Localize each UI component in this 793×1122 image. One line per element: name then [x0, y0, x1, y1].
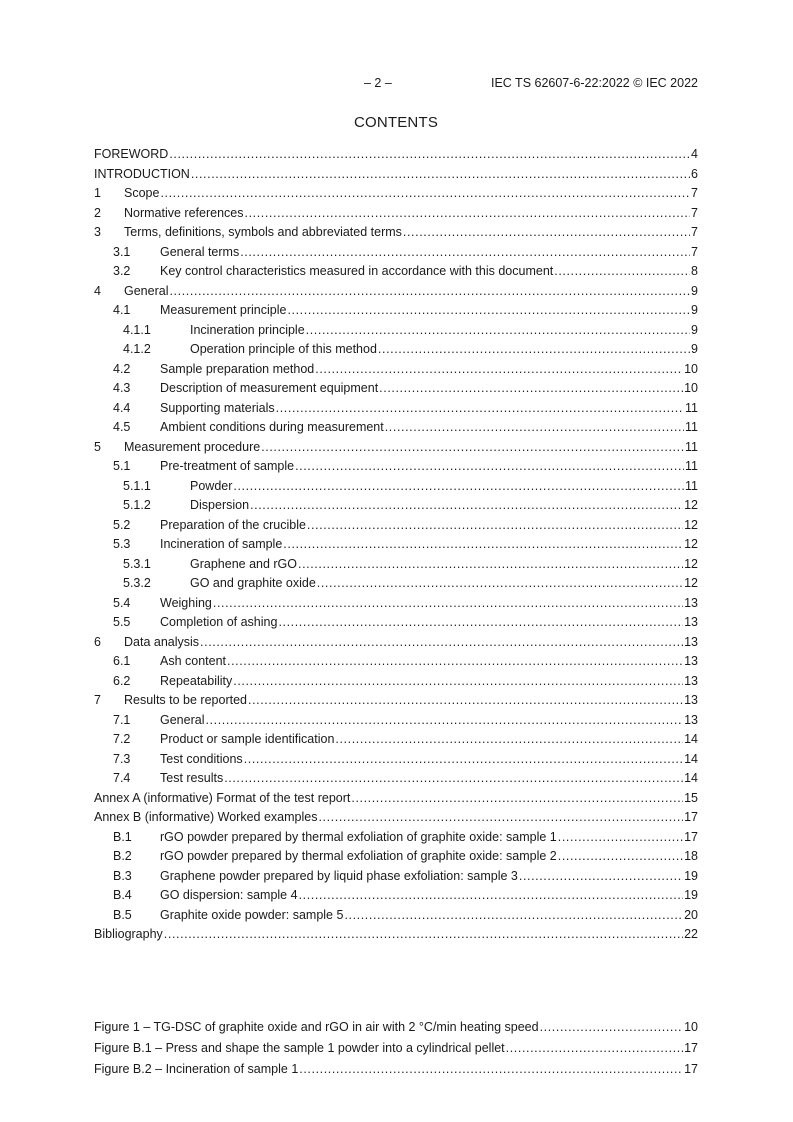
toc-entry-number: 3 — [94, 225, 101, 239]
toc-entry-number: B.5 — [113, 907, 132, 922]
dot-leader — [351, 789, 683, 809]
toc-entry-line — [94, 1059, 698, 1080]
toc-entry-line — [94, 1038, 698, 1059]
toc-entry-page: 13 — [684, 712, 698, 727]
toc-entry-line — [160, 243, 698, 263]
toc-entry-title: Operation principle of this method — [190, 342, 377, 356]
toc-entry[interactable] — [94, 165, 698, 185]
dot-leader — [344, 906, 683, 926]
dot-leader — [378, 340, 690, 360]
dot-leader — [278, 613, 683, 633]
toc-entry-title: General terms — [160, 244, 240, 259]
toc-entry-title: Measurement procedure — [124, 439, 261, 454]
toc-entry-line — [160, 886, 698, 906]
toc-entry-title: Results to be reported — [124, 693, 247, 707]
toc-entry-line — [94, 789, 698, 809]
toc-entry-title: Measurement principle — [160, 303, 287, 317]
toc-entry-page: 13 — [684, 654, 698, 668]
toc-entry[interactable] — [94, 828, 698, 848]
toc-entry-title: Powder — [190, 478, 233, 493]
toc-entry-number: 4.5 — [113, 420, 131, 434]
toc-entry-line — [160, 828, 698, 848]
dot-leader — [540, 1017, 684, 1038]
toc-entry[interactable] — [94, 555, 698, 575]
toc-entry-number: 7.3 — [113, 751, 131, 766]
dot-leader — [385, 418, 684, 438]
toc-entry-page: 15 — [684, 790, 698, 805]
toc-entry-page: 10 — [684, 1020, 698, 1034]
toc-entry[interactable] — [94, 672, 698, 692]
toc-entry-page: 11 — [685, 420, 698, 434]
toc-entry-title: Product or sample identification — [160, 732, 335, 746]
toc-entry-page: 13 — [684, 693, 698, 707]
toc-entry[interactable] — [94, 535, 698, 555]
toc-entry-number: 3.2 — [113, 264, 131, 278]
toc-entry-page: 13 — [684, 595, 698, 610]
toc-entry-page: 13 — [684, 673, 698, 688]
toc-entry[interactable] — [94, 1038, 698, 1059]
toc-entry-page: 11 — [685, 439, 698, 454]
toc-entry[interactable] — [94, 340, 698, 360]
toc-entry-page: 14 — [684, 751, 698, 766]
toc-entry-number: 5.2 — [113, 517, 131, 532]
toc-entry-title: Supporting materials — [160, 400, 275, 415]
toc-entry[interactable] — [94, 321, 698, 341]
toc-entry-line — [190, 555, 698, 575]
toc-entry-page: 11 — [685, 478, 698, 493]
toc-entry-line — [160, 906, 698, 926]
toc-entry-number: B.2 — [113, 849, 132, 863]
toc-entry-page: 19 — [684, 868, 698, 883]
toc-entry-line — [160, 535, 698, 555]
toc-entry-line — [124, 691, 698, 711]
toc-entry[interactable] — [94, 516, 698, 536]
dot-leader — [233, 672, 683, 692]
toc-entry-page: 8 — [691, 264, 698, 278]
toc-entry-title: GO dispersion: sample 4 — [160, 888, 298, 902]
toc-entry-title: Test results — [160, 771, 224, 785]
toc-entry[interactable] — [94, 477, 698, 497]
page-title: CONTENTS — [353, 114, 439, 131]
toc-entry[interactable] — [94, 399, 698, 419]
toc-entry-number: 5.3 — [113, 537, 131, 551]
toc-entry-page: 14 — [684, 732, 698, 746]
dot-leader — [295, 457, 684, 477]
table-of-contents — [94, 145, 698, 945]
toc-entry-line — [160, 867, 698, 887]
toc-entry-title: Data analysis — [124, 634, 200, 649]
toc-entry[interactable] — [94, 1059, 698, 1080]
toc-entry-page: 17 — [684, 1041, 698, 1055]
toc-entry-number: 5.4 — [113, 595, 131, 610]
toc-entry[interactable] — [94, 243, 698, 263]
standard-reference: IEC TS 62607-6-22:2022 © IEC 2022 — [490, 76, 698, 90]
dot-leader — [164, 925, 683, 945]
toc-entry-title: Dispersion — [190, 498, 250, 512]
toc-entry-line — [160, 360, 698, 380]
toc-entry[interactable] — [94, 282, 698, 302]
toc-entry-line — [160, 613, 698, 633]
dot-leader — [276, 399, 684, 419]
toc-entry[interactable] — [94, 750, 698, 770]
toc-entry-page: 12 — [684, 576, 698, 590]
toc-entry-line — [94, 808, 698, 828]
toc-entry-line — [160, 750, 698, 770]
dot-leader — [558, 828, 683, 848]
toc-entry-page: 19 — [684, 888, 698, 902]
toc-entry-title: FOREWORD — [94, 147, 169, 161]
dot-leader — [283, 535, 683, 555]
dot-leader — [245, 204, 691, 224]
toc-entry-page: 12 — [684, 556, 698, 571]
dot-leader — [315, 360, 683, 380]
toc-entry[interactable] — [94, 886, 698, 906]
dot-leader — [169, 282, 690, 302]
toc-entry[interactable] — [94, 906, 698, 926]
dot-leader — [306, 321, 690, 341]
toc-entry-number: B.1 — [113, 829, 132, 844]
toc-entry-title: Weighing — [160, 595, 212, 610]
toc-entry-number: 6.2 — [113, 673, 131, 688]
toc-entry-title: Graphene powder prepared by liquid phase exfoliation: sample 3 — [160, 868, 518, 883]
toc-entry[interactable] — [94, 301, 698, 321]
toc-entry-page: 12 — [684, 498, 698, 512]
toc-entry-number: 7.4 — [113, 771, 131, 785]
toc-entry-page: 17 — [684, 810, 698, 824]
toc-entry-line — [160, 262, 698, 282]
toc-entry-line — [190, 321, 698, 341]
page-number: – 2 – — [364, 76, 392, 90]
toc-entry-line — [94, 165, 698, 185]
toc-entry-line — [160, 457, 698, 477]
toc-entry-line — [160, 379, 698, 399]
toc-entry-title: Terms, definitions, symbols and abbreviated terms — [124, 225, 402, 239]
dot-leader — [554, 262, 690, 282]
toc-entry-page: 6 — [691, 166, 698, 181]
toc-entry-number: 5.1.2 — [123, 498, 151, 512]
toc-entry-title: Scope — [124, 186, 160, 200]
toc-entry-number: 2 — [94, 205, 101, 220]
toc-entry-number: 4.1.2 — [123, 342, 151, 356]
toc-entry-number: 7.1 — [113, 712, 131, 727]
toc-entry-title: Bibliography — [94, 927, 163, 941]
toc-entry[interactable] — [94, 574, 698, 594]
toc-entry[interactable] — [94, 867, 698, 887]
toc-entry-line — [190, 477, 698, 497]
toc-entry[interactable] — [94, 496, 698, 516]
toc-entry-title: rGO powder prepared by thermal exfoliation of graphite oxide: sample 2 — [160, 849, 557, 863]
toc-entry-page: 12 — [684, 517, 698, 532]
toc-entry-line — [160, 652, 698, 672]
toc-entry-page: 12 — [684, 537, 698, 551]
toc-entry-title: Pre-treatment of sample — [160, 459, 295, 473]
toc-entry-page: 7 — [691, 244, 698, 259]
toc-entry-number: 6.1 — [113, 654, 131, 668]
dot-leader — [224, 769, 683, 789]
toc-entry-line — [160, 730, 698, 750]
dot-leader — [335, 730, 683, 750]
dot-leader — [506, 1038, 683, 1059]
toc-entry-line — [190, 574, 698, 594]
toc-entry-number: 4.3 — [113, 381, 131, 395]
toc-entry[interactable] — [94, 184, 698, 204]
toc-entry-page: 13 — [684, 615, 698, 629]
toc-entry-number: 5 — [94, 439, 101, 454]
toc-entry-page: 9 — [691, 342, 698, 356]
list-of-figures — [94, 1017, 698, 1080]
toc-entry-line — [124, 633, 698, 653]
dot-leader — [244, 750, 683, 770]
dot-leader — [169, 145, 690, 165]
dot-leader — [299, 886, 684, 906]
toc-entry[interactable] — [94, 360, 698, 380]
toc-entry-title: Sample preparation method — [160, 361, 315, 376]
toc-entry-number: B.4 — [113, 888, 132, 902]
toc-entry-line — [190, 496, 698, 516]
toc-entry-page: 20 — [684, 907, 698, 922]
toc-entry-line — [94, 925, 698, 945]
toc-entry-line — [160, 672, 698, 692]
toc-entry[interactable] — [94, 652, 698, 672]
toc-entry-title: Description of measurement equipment — [160, 381, 379, 395]
toc-entry[interactable] — [94, 457, 698, 477]
page-header — [94, 76, 698, 94]
toc-entry[interactable] — [94, 613, 698, 633]
dot-leader — [160, 184, 690, 204]
toc-entry-title: Completion of ashing — [160, 615, 278, 629]
toc-entry[interactable] — [94, 925, 698, 945]
dot-leader — [261, 438, 684, 458]
toc-entry[interactable] — [94, 847, 698, 867]
toc-entry-line — [124, 204, 698, 224]
dot-leader — [227, 652, 683, 672]
toc-entry[interactable] — [94, 789, 698, 809]
toc-entry-title: Preparation of the crucible — [160, 517, 306, 532]
toc-entry-title: Graphite oxide powder: sample 5 — [160, 907, 344, 922]
toc-entry-title: Annex A (informative) Format of the test report — [94, 790, 351, 805]
toc-entry-line — [124, 438, 698, 458]
toc-entry-line — [160, 516, 698, 536]
toc-entry[interactable] — [94, 418, 698, 438]
toc-entry-line — [124, 223, 698, 243]
dot-leader — [200, 633, 683, 653]
toc-entry-number: 4 — [94, 283, 101, 298]
toc-entry-line — [160, 594, 698, 614]
toc-entry-page: 14 — [684, 771, 698, 785]
toc-entry-number: 3.1 — [113, 244, 131, 259]
toc-entry-title: Graphene and rGO — [190, 556, 298, 571]
toc-entry-line — [160, 399, 698, 419]
toc-entry-title: Figure 1 – TG-DSC of graphite oxide and rGO in air with 2 °C/min heating speed — [94, 1020, 539, 1034]
toc-entry-line — [124, 282, 698, 302]
toc-entry-title: Ash content — [160, 654, 227, 668]
toc-entry-number: 5.5 — [113, 615, 131, 629]
toc-entry-page: 7 — [691, 205, 698, 220]
toc-entry[interactable] — [94, 808, 698, 828]
toc-entry-title: Incineration principle — [190, 322, 305, 337]
dot-leader — [519, 867, 683, 887]
toc-entry-page: 22 — [684, 927, 698, 941]
toc-entry-title: Key control characteristics measured in accordance with this document — [160, 264, 554, 278]
toc-entry-title: Test conditions — [160, 751, 243, 766]
toc-entry-title: Figure B.1 – Press and shape the sample 1 powder into a cylindrical pellet — [94, 1041, 505, 1055]
toc-entry[interactable] — [94, 262, 698, 282]
dot-leader — [250, 496, 683, 516]
toc-entry-number: 4.4 — [113, 400, 131, 415]
toc-entry-title: General — [124, 283, 169, 298]
dot-leader — [307, 516, 683, 536]
dot-leader — [298, 555, 683, 575]
toc-entry[interactable] — [94, 711, 698, 731]
toc-entry-page: 17 — [684, 1062, 698, 1076]
toc-entry-number: 7.2 — [113, 732, 131, 746]
toc-entry-page: 17 — [684, 829, 698, 844]
dot-leader — [240, 243, 690, 263]
toc-entry-page: 11 — [685, 400, 698, 415]
dot-leader — [318, 808, 683, 828]
toc-entry-title: Normative references — [124, 205, 244, 220]
toc-entry-number: 7 — [94, 693, 101, 707]
toc-entry[interactable] — [94, 379, 698, 399]
toc-entry-line — [94, 145, 698, 165]
toc-entry-title: INTRODUCTION — [94, 166, 190, 181]
dot-leader — [248, 691, 683, 711]
toc-entry-number: 5.3.2 — [123, 576, 151, 590]
dot-leader — [287, 301, 690, 321]
toc-entry-number: 4.1.1 — [123, 322, 151, 337]
toc-entry[interactable] — [94, 594, 698, 614]
toc-entry-title: Annex B (informative) Worked examples — [94, 810, 318, 824]
dot-leader — [403, 223, 690, 243]
toc-entry-number: 4.1 — [113, 303, 131, 317]
dot-leader — [213, 594, 683, 614]
toc-entry[interactable] — [94, 204, 698, 224]
toc-entry-page: 10 — [684, 381, 698, 395]
toc-entry-line — [160, 301, 698, 321]
toc-entry-line — [160, 418, 698, 438]
toc-entry-title: Repeatability — [160, 673, 233, 688]
toc-entry-title: GO and graphite oxide — [190, 576, 316, 590]
toc-entry-page: 4 — [691, 147, 698, 161]
toc-entry[interactable] — [94, 691, 698, 711]
dot-leader — [205, 711, 683, 731]
toc-entry-page: 9 — [691, 283, 698, 298]
toc-entry[interactable] — [94, 769, 698, 789]
dot-leader — [191, 165, 690, 185]
toc-entry-title: Incineration of sample — [160, 537, 283, 551]
dot-leader — [558, 847, 683, 867]
toc-entry-title: Ambient conditions during measurement — [160, 420, 384, 434]
toc-entry-page: 11 — [685, 459, 698, 473]
dot-leader — [233, 477, 684, 497]
toc-entry-number: 6 — [94, 634, 101, 649]
toc-entry-page: 7 — [691, 225, 698, 239]
toc-entry[interactable] — [94, 1017, 698, 1038]
toc-entry-page: 10 — [684, 361, 698, 376]
toc-entry-page: 7 — [691, 186, 698, 200]
toc-entry[interactable] — [94, 633, 698, 653]
toc-entry-page: 18 — [684, 849, 698, 863]
toc-entry-line — [124, 184, 698, 204]
dot-leader — [317, 574, 683, 594]
toc-entry-number: 5.1 — [113, 459, 131, 473]
dot-leader — [379, 379, 683, 399]
dot-leader — [299, 1059, 683, 1080]
toc-entry-number: 4.2 — [113, 361, 131, 376]
toc-entry-line — [160, 847, 698, 867]
toc-entry-title: Figure B.2 – Incineration of sample 1 — [94, 1062, 299, 1076]
toc-entry-line — [94, 1017, 698, 1038]
toc-entry[interactable] — [94, 223, 698, 243]
toc-entry-page: 9 — [691, 322, 698, 337]
toc-entry-title: General — [160, 712, 205, 727]
toc-entry-page: 9 — [691, 303, 698, 317]
toc-entry-line — [160, 711, 698, 731]
toc-entry[interactable] — [94, 145, 698, 165]
toc-entry[interactable] — [94, 730, 698, 750]
toc-entry-number: B.3 — [113, 868, 132, 883]
toc-entry-line — [160, 769, 698, 789]
toc-entry-number: 5.1.1 — [123, 478, 151, 493]
toc-entry-line — [190, 340, 698, 360]
toc-entry[interactable] — [94, 438, 698, 458]
toc-entry-title: rGO powder prepared by thermal exfoliation of graphite oxide: sample 1 — [160, 829, 557, 844]
toc-entry-number: 5.3.1 — [123, 556, 151, 571]
toc-entry-number: 1 — [94, 186, 101, 200]
toc-entry-page: 13 — [684, 634, 698, 649]
